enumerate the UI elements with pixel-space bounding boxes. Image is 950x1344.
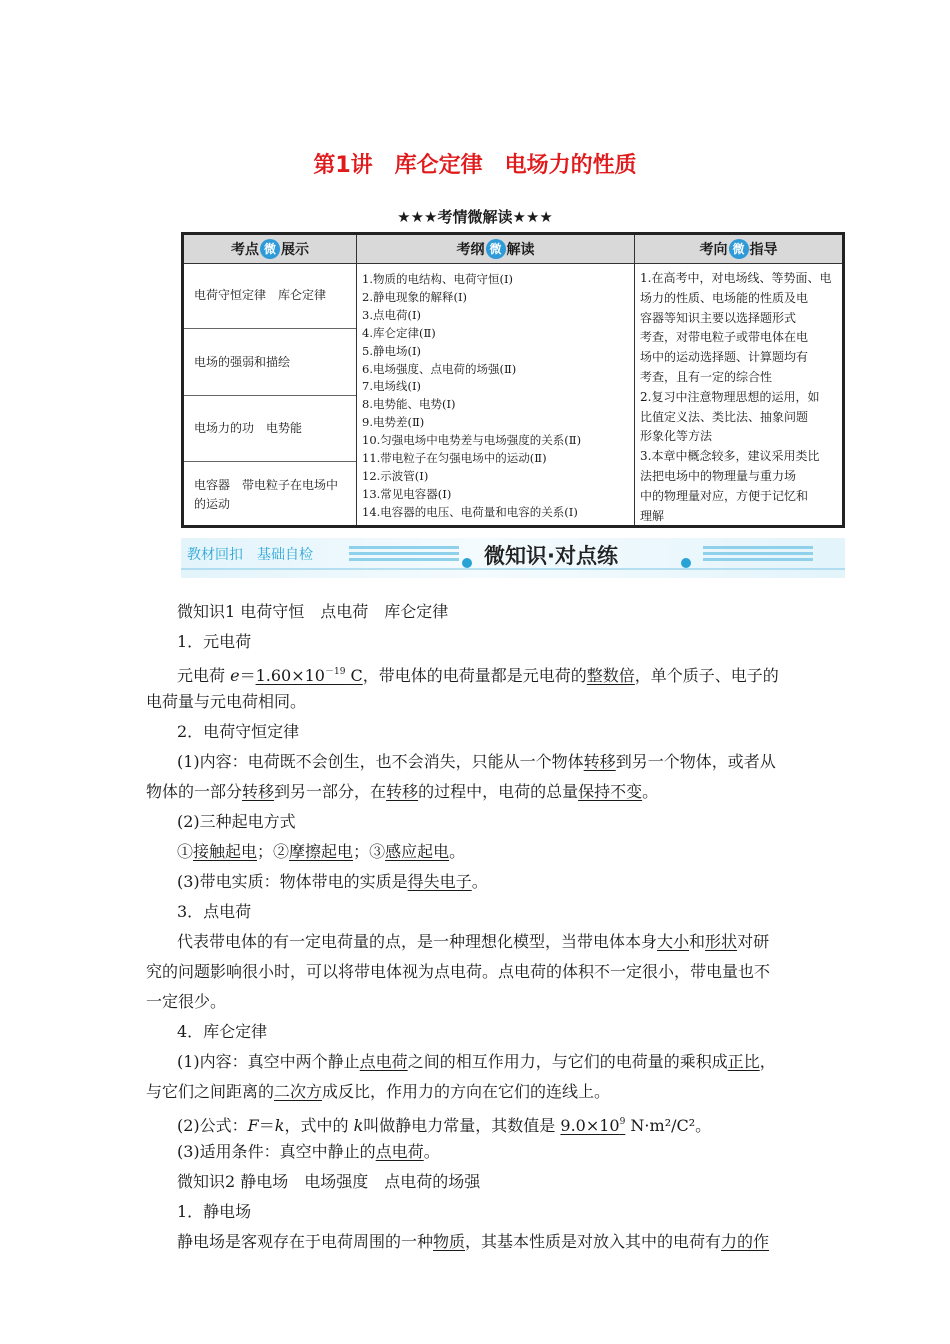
text: 和 [689, 932, 706, 951]
list-item: 考查，且有一定的综合性 [640, 369, 773, 384]
text: ，带电体的电荷量都是元电荷的 [362, 666, 587, 685]
paragraph: 究的问题影响很小时，可以将带电体视为点电荷。点电荷的体积不一定很小，带电量也不 [146, 962, 771, 981]
text: e [230, 666, 240, 685]
paragraph: 电荷量与元电荷相同。 [146, 692, 307, 711]
text: 。 [423, 1142, 440, 1161]
text: 的过程中，电荷的总量 [418, 782, 579, 801]
list-item: 场中的运动选择题、计算题均有 [640, 350, 809, 365]
text: 代表带电体的有一定电荷量的点，是一种理想化模型，当带电体本身 [177, 932, 658, 951]
paragraph [146, 1077, 810, 1107]
text: 与它们之间距离的 [146, 1082, 275, 1101]
paragraph [146, 1047, 810, 1077]
list-item: 1.在高考中，对电场线、等势面、电 [640, 271, 832, 285]
text: －19 [324, 667, 346, 677]
text: 。 [695, 1116, 712, 1135]
subheading: 1．元电荷 [177, 632, 252, 651]
list-item: 比值定义法、类比法、抽象问题 [640, 409, 809, 424]
table-row: 电场的强弱和描绘 [184, 329, 356, 396]
blank-answer: 正比 [727, 1052, 760, 1071]
text: 之间的相互作用力，与它们的电荷量的乘积成 [407, 1052, 728, 1071]
list-item: 考查，对带电粒子或带电体在电 [640, 330, 809, 345]
blank-answer: 形状 [705, 932, 738, 951]
blank-answer: 点电荷 [375, 1142, 424, 1161]
text: ；② [257, 842, 290, 861]
text: 到另一个物体，或者从 [615, 752, 776, 771]
list-item: 容器等知识主要以选择题形式 [640, 310, 797, 325]
section-heading: 微知识1 电荷守恒 点电荷 库仑定律 [177, 602, 449, 621]
section-subtitle: ★★★考情微解读★★★ [397, 208, 553, 226]
page-title: 第1讲 库仑定律 电场力的性质 [313, 153, 637, 178]
header-text: 展示 [281, 242, 309, 258]
list-item: 形象化等方法 [640, 429, 713, 444]
paragraph [146, 777, 810, 807]
blank-answer: 二次方 [274, 1082, 323, 1101]
list-item: 4.库仑定律(Ⅱ) [362, 325, 436, 340]
text: F [247, 1116, 259, 1135]
list-item: 3.本章中概念较多，建议采用类比 [640, 449, 820, 464]
table-header-kaogang [357, 235, 634, 264]
list-item: 6.电场强度、点电荷的场强(Ⅱ) [362, 361, 517, 376]
wei-badge: 微 [729, 239, 749, 259]
kaodian-column [184, 263, 356, 525]
list-item: 10.匀强电场中电势差与电场强度的关系(Ⅱ) [362, 433, 582, 448]
list-item: 5.静电场(Ⅰ) [362, 343, 421, 358]
header-text: 考纲 [456, 242, 485, 258]
table-row: 电容器 带电粒子在电场中的运动 [194, 478, 339, 511]
blank-answer: 得失电子 [407, 872, 472, 891]
table-row: 电场力的功 电势能 [184, 396, 356, 462]
text: 。 [471, 872, 488, 891]
text: ＝ [239, 666, 256, 685]
subheading: 4．库仑定律 [177, 1022, 268, 1041]
header-text: 指导 [749, 242, 778, 258]
list-item: 14.电容器的电压、电荷量和电容的关系(Ⅰ) [362, 504, 578, 519]
text: 对研 [737, 932, 770, 951]
blank-answer: 整数倍 [586, 666, 635, 685]
text: 9 [619, 1117, 626, 1127]
section-heading: 微知识2 静电场 电场强度 点电荷的场强 [177, 1172, 481, 1191]
paragraph: (2)三种起电方式 [177, 812, 296, 831]
text: N·m²/C² [625, 1116, 696, 1135]
text: (3)带电实质：物体带电的实质是 [177, 872, 408, 891]
text: k [353, 1116, 364, 1135]
kaoxiang-column [640, 269, 836, 526]
list-item: 13.常见电容器(Ⅰ) [362, 486, 452, 501]
text: 静电场是客观存在于电荷周围的一种 [177, 1232, 434, 1251]
list-item: 场力的性质、电场能的性质及电 [640, 290, 809, 305]
blank-answer [560, 1116, 625, 1135]
text: ① [177, 842, 194, 861]
list-item: 2.静电现象的解释(Ⅰ) [362, 289, 467, 304]
text: 到另一部分，在 [274, 782, 387, 801]
text: ，其基本性质是对放入其中的电荷有 [465, 1232, 722, 1251]
table-row: 电荷守恒定律 库仑定律 [184, 263, 356, 329]
text: 。 [642, 782, 659, 801]
text: (3)适用条件：真空中静止的 [177, 1142, 376, 1161]
blank-answer: 大小 [657, 932, 690, 951]
subheading: 2．电荷守恒定律 [177, 722, 300, 741]
subheading: 1．静电场 [177, 1202, 252, 1221]
list-item: 理解 [640, 508, 665, 523]
list-item: 3.点电荷(Ⅰ) [362, 307, 421, 322]
header-text: 解读 [506, 242, 535, 258]
subheading: 3．点电荷 [177, 902, 252, 921]
text: 成反比，作用力的方向在它们的连线上。 [322, 1082, 611, 1101]
table-header-kaoxiang [635, 235, 842, 264]
blank-answer: 力的作 [721, 1232, 770, 1251]
text: 1.60×10 [255, 666, 325, 685]
blank-answer: 摩擦起电 [289, 842, 354, 861]
header-text: 考向 [699, 242, 728, 258]
paragraph [146, 1137, 810, 1167]
text: k [274, 1116, 285, 1135]
text: ，单个质子、电子的 [634, 666, 779, 685]
text: 9.0×10 [560, 1116, 620, 1135]
blank-answer: 转移 [386, 782, 419, 801]
wei-badge: 微 [260, 239, 280, 259]
list-item: 8.电势能、电势(Ⅰ) [362, 397, 456, 412]
text: ，式中的 [284, 1116, 354, 1135]
paragraph [146, 747, 810, 777]
paragraph [146, 1227, 810, 1257]
blank-answer: 转移 [583, 752, 616, 771]
list-item: 11.带电粒子在匀强电场中的运动(Ⅱ) [362, 451, 547, 466]
blank-answer: 接触起电 [193, 842, 258, 861]
text: C [350, 666, 363, 685]
text: (1)内容：电荷既不会创生，也不会消失，只能从一个物体 [177, 752, 584, 771]
list-item: 12.示波管(Ⅰ) [362, 468, 429, 483]
exam-info-table [181, 232, 845, 528]
header-text: 考点 [231, 242, 259, 258]
list-item: 法把电场中的物理量与重力场 [640, 468, 797, 483]
text: 元电荷 [177, 666, 231, 685]
paragraph [146, 837, 810, 867]
paragraph [146, 927, 810, 957]
list-item: 2.复习中注意物理思想的运用，如 [640, 389, 820, 404]
blank-answer: 物质 [433, 1232, 466, 1251]
list-item: 7.电场线(Ⅰ) [362, 379, 421, 394]
wei-badge: 微 [486, 239, 506, 259]
table-header-kaodian [184, 235, 356, 264]
column-divider [356, 235, 357, 525]
text: 叫做静电力常量，其数值是 [363, 1116, 561, 1135]
column-divider [634, 235, 635, 525]
list-item: 1.物质的电结构、电荷守恒(Ⅰ) [362, 272, 513, 286]
document-body [146, 597, 810, 1257]
text: ， [759, 1052, 776, 1071]
text: (2)公式： [177, 1116, 248, 1135]
list-item: 9.电势差(Ⅱ) [362, 415, 425, 430]
list-item: 中的物理量对应，方便于记忆和 [640, 488, 809, 503]
kaogang-column [362, 271, 632, 522]
paragraph [146, 1107, 810, 1137]
blank-answer: 点电荷 [359, 1052, 408, 1071]
blank-answer: 保持不变 [578, 782, 643, 801]
paragraph [146, 867, 810, 897]
text: ；③ [353, 842, 386, 861]
banner-title: 微知识·对点练 [484, 544, 618, 568]
text: (1)内容：真空中两个静止 [177, 1052, 360, 1071]
blank-answer [256, 666, 363, 685]
text: 。 [449, 842, 466, 861]
paragraph: 一定很少。 [146, 992, 227, 1011]
paragraph [146, 657, 810, 687]
blank-answer: 转移 [242, 782, 275, 801]
blank-answer: 感应起电 [385, 842, 450, 861]
text: 物体的一部分 [146, 782, 243, 801]
banner-left-text: 教材回扣 基础自检 [187, 547, 313, 563]
text: ＝ [258, 1116, 275, 1135]
section-banner [181, 538, 845, 578]
